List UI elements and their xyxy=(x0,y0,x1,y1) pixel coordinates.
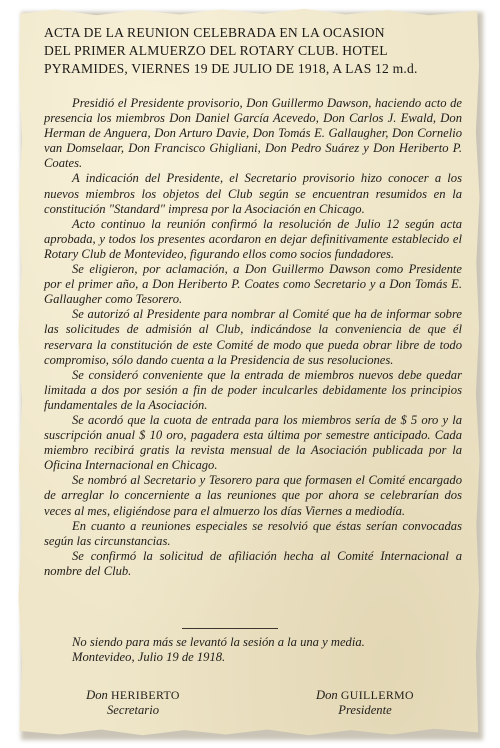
minutes-body xyxy=(44,96,462,579)
signature-role: Secretario xyxy=(107,703,159,717)
document-title: ACTA DE LA REUNION CELEBRADA EN LA OCASION DEL PRIMER ALMUERZO DEL ROTARY CLUB. HOTEL PYRAMIDES, VIERNES 19 DE JULIO DE 1918, A LAS 12 m.d. xyxy=(44,25,418,76)
paragraph: A indicación del Presidente, el Secretario provisorio hizo conocer a los nuevos miembros los objetos del Club según se encuentran resumidos en la constitución "Standard" impresa por la Asociación en Chicago. xyxy=(44,171,462,216)
paragraph: Se nombró al Secretario y Tesorero para que formasen el Comité encargado de arreglar lo concerniente a las reuniones que por ahora se celebrarían dos veces al mes, eligiéndose para el almuerzo los días Viernes a mediodía. xyxy=(44,473,462,518)
closing-sentence: No siendo para más se levantó la sesión a la una y media. xyxy=(72,635,365,649)
divider xyxy=(182,628,278,629)
closing-section xyxy=(44,635,462,665)
signature-president xyxy=(300,688,430,718)
signature-name-line xyxy=(300,688,430,703)
paragraph: En cuanto a reuniones especiales se resolvió que éstas serían convocadas según las circunstancias. xyxy=(44,518,462,548)
signature-name-line xyxy=(78,688,188,703)
signature-secretary xyxy=(78,688,188,718)
paragraph: Se confirmó la solicitud de afiliación hecha al Comité Internacional a nombre del Club. xyxy=(44,548,462,578)
paragraph: Se eligieron, por aclamación, a Don Guillermo Dawson como Presidente por el primer año, a Don Heriberto P. Coates como Secretario y a Don Tomás E. Gallaugher como Tesorero. xyxy=(44,262,462,307)
signature-prefix: Don xyxy=(316,688,338,702)
paragraph: Se autorizó al Presidente para nombrar al Comité que ha de informar sobre las solicitudes de admisión al Club, indicándose la conveniencia de que él reservara la constitución de este Comité de modo que pueda obrar libre de todo compromiso, sólo dando cuenta a la Presidencia de sus resoluciones. xyxy=(44,307,462,367)
paragraph: Se consideró conveniente que la entrada de miembros nuevos debe quedar limitada a dos por sesión a fin de poder inculcarles debidamente los principios fundamentales de la Asociación. xyxy=(44,367,462,412)
signature-name: HERIBERTO xyxy=(110,688,180,702)
paragraph: Presidió el Presidente provisorio, Don Guillermo Dawson, haciendo acto de presencia los miembros Don Daniel García Acevedo, Don Carlos J. Ewald, Don Herman de Anguera, Don Arturo Davie, Don Tomás E. Gallaugher, Don Cornelio van Domselaar, Don Francisco Ghigliani, Don Pedro Suárez y Don Heriberto P. Coates. xyxy=(44,96,462,171)
paragraph: Se acordó que la cuota de entrada para los miembros sería de $ 5 oro y la suscripción anual $ 10 oro, pagadera esta última por semestre anticipado. Cada miembro recibirá gratis la revista mensual de la Asociación publicada por la Oficina Internacional en Chicago. xyxy=(44,412,462,473)
paragraph: Acto continuo la reunión confirmó la resolución de Julio 12 según acta aprobada, y todos los presentes acordaron en dejar definitivamente establecido el Rotary Club de Montevideo, figurando ellos como socios fundadores. xyxy=(44,216,462,261)
signature-role: Presidente xyxy=(338,703,392,717)
signature-prefix: Don xyxy=(86,688,108,702)
signature-name: GUILLERMO xyxy=(340,688,414,702)
place-date: Montevideo, Julio 19 de 1918. xyxy=(72,650,226,665)
